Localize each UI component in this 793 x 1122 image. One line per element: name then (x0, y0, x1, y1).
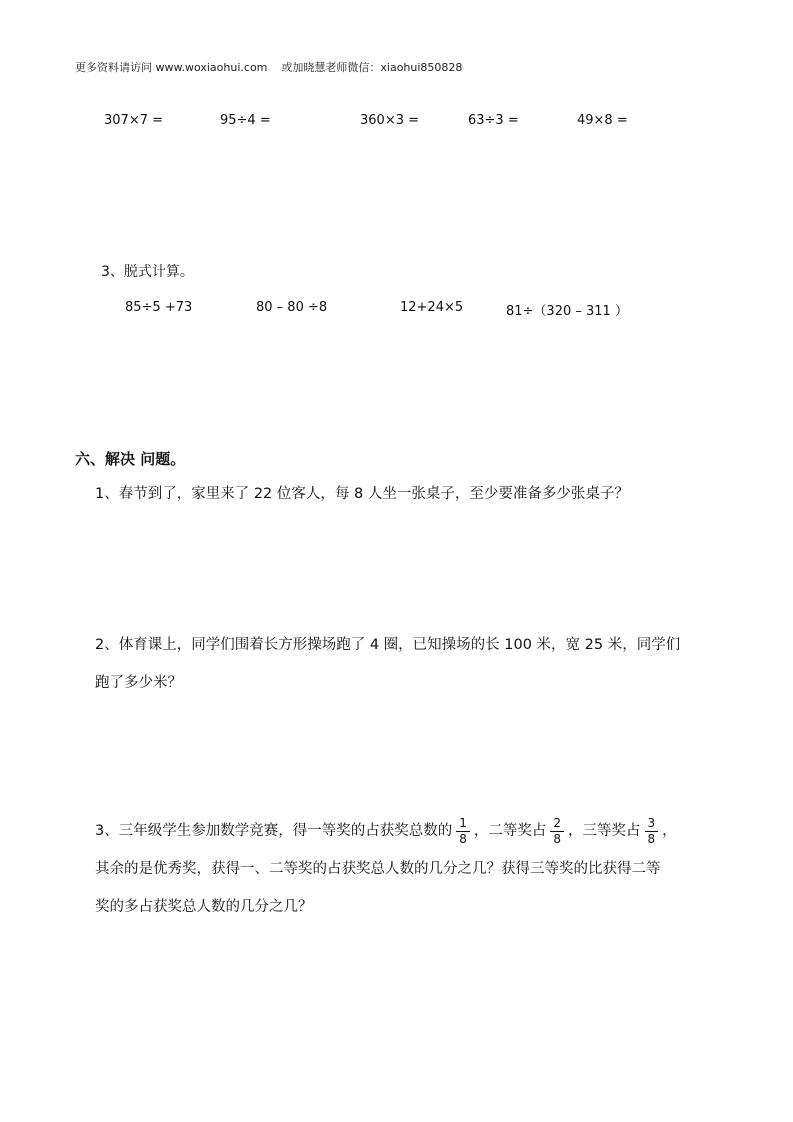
fraction-one-eighth (456, 816, 470, 847)
calc-item-3: 360×3 = (360, 113, 420, 128)
detached-item-2: 80 – 80 ÷8 (256, 300, 328, 315)
problem-3-line-2: 其余的是优秀奖，获得一、二等奖的占获奖总人数的几分之几？获得三等奖的比获得二等 (95, 861, 661, 877)
fraction-three-eighths (645, 816, 659, 847)
fraction-denominator: 8 (550, 831, 564, 847)
fraction-denominator: 8 (645, 831, 659, 847)
problem-3-line-3: 奖的多占获奖总人数的几分之几？ (95, 899, 313, 915)
header-left-text: 更多资料请访问 www.woxiaohui.com (75, 61, 268, 74)
fraction-two-eighths (550, 816, 564, 847)
calc-item-4: 63÷3 = (468, 113, 519, 128)
problem-2-line-2: 跑了多少米？ (95, 675, 182, 691)
page-header (75, 59, 462, 75)
detached-item-1: 85÷5 +73 (125, 300, 193, 315)
section-title: 六、解决 问题。 (75, 450, 186, 468)
detached-item-4: 81÷（320 – 311 ） (506, 304, 628, 319)
problem-3-text-d: ， (662, 823, 677, 839)
problem-3-text-b: ，二等奖占 (473, 823, 547, 839)
problem-3 (95, 812, 725, 926)
calc-item-1: 307×7 = (104, 113, 164, 128)
fraction-denominator: 8 (456, 831, 470, 847)
fraction-numerator: 2 (553, 815, 562, 830)
problem-2-line-1: 2、体育课上，同学们围着长方形操场跑了 4 圈，已知操场的长 100 米，宽 25 米，同学们 (95, 637, 681, 653)
header-right-text: 或加晓慧老师微信：xiaohui850828 (281, 61, 463, 74)
calc-item-5: 49×8 = (577, 113, 628, 128)
problem-2 (95, 626, 725, 702)
problem-1: 1、春节到了，家里来了 22 位客人，每 8 人坐一张桌子，至少要准备多少张桌子？ (95, 486, 629, 502)
problem-3-text-c: ，三等奖占 (568, 823, 641, 839)
problem-3-line-1 (95, 812, 725, 850)
calc-item-2: 95÷4 = (220, 113, 271, 128)
problem-3-text-a: 3、三年级学生参加数学竞赛，得一等奖的占获奖总数的 (95, 823, 453, 839)
fraction-numerator: 3 (647, 815, 656, 830)
detached-item-3: 12+24×5 (400, 300, 464, 315)
fraction-numerator: 1 (459, 815, 467, 830)
detached-calc-label: 3、脱式计算。 (101, 264, 194, 280)
